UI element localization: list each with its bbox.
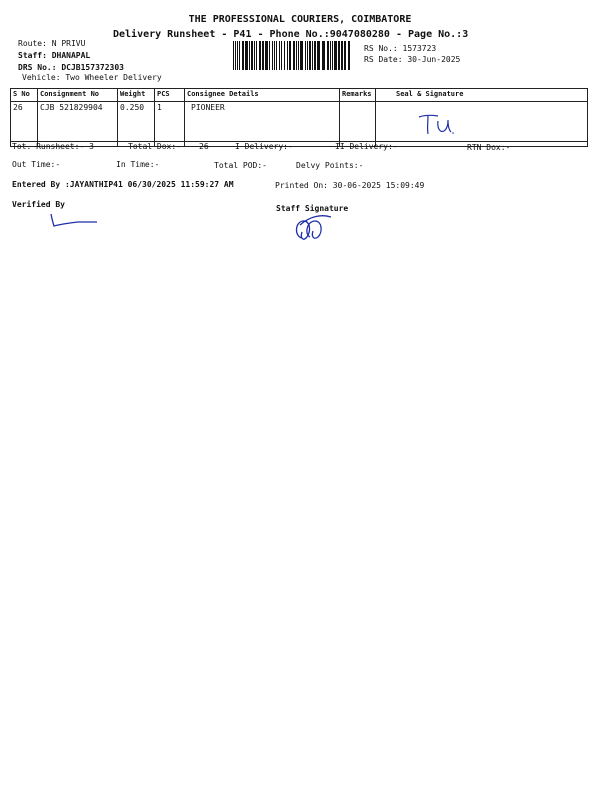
header-consignee-details: Consignee Details	[185, 89, 340, 102]
barcode-bar	[322, 41, 325, 70]
barcode-bar	[259, 41, 261, 70]
barcode-bar	[348, 41, 350, 70]
in-time: In Time:-	[116, 160, 160, 169]
header-weight: Weight	[118, 89, 155, 102]
barcode-bar	[272, 41, 273, 70]
barcode-bar	[254, 41, 255, 70]
barcode-bar	[309, 41, 311, 70]
table-row	[11, 102, 588, 147]
total-dox-value: 26	[199, 142, 209, 151]
cell-weight: 0.250	[118, 102, 155, 147]
barcode-bar	[341, 41, 343, 70]
barcode-bar	[296, 41, 297, 70]
barcode-bar	[307, 41, 308, 70]
barcode-bar	[256, 41, 257, 70]
table-header-row	[11, 89, 588, 102]
barcode-bar	[239, 41, 240, 70]
barcode-bar	[281, 41, 282, 70]
barcode-bar	[251, 41, 253, 70]
staff-signature-label: Staff Signature	[276, 204, 349, 213]
barcode-bar	[262, 41, 264, 70]
header-pcs: PCS	[155, 89, 185, 102]
staff-label: Staff: DHANAPAL	[18, 51, 91, 60]
runsheet-table	[10, 88, 588, 147]
cell-signature	[376, 102, 588, 147]
header-remarks: Remarks	[340, 89, 376, 102]
vehicle-label: Vehicle: Two Wheeler Delivery	[22, 73, 162, 82]
barcode-image	[233, 41, 351, 70]
verified-by-signature	[48, 210, 100, 230]
cell-remarks	[340, 102, 376, 147]
header-consignment-no: Consignment No	[38, 89, 118, 102]
barcode-bar	[279, 41, 280, 70]
cell-consignment-no: CJB 521829904	[38, 102, 118, 147]
barcode-bar	[314, 41, 316, 70]
cell-sno: 26	[11, 102, 38, 147]
header-sno: S No	[11, 89, 38, 102]
barcode-bar	[300, 41, 303, 70]
barcode-bar	[284, 41, 285, 70]
entered-by: Entered By :JAYANTHIP41 06/30/2025 11:59:27 AM	[12, 180, 234, 189]
barcode-bar	[312, 41, 313, 70]
barcode-bar	[287, 41, 288, 70]
barcode-bar	[245, 41, 248, 70]
barcode-bar	[269, 41, 270, 70]
barcode-bar	[242, 41, 244, 70]
barcode-bar	[334, 41, 337, 70]
cell-pcs: 1	[155, 102, 185, 147]
handwritten-signature-tu	[416, 112, 456, 138]
barcode-bar	[237, 41, 238, 70]
barcode-bar	[233, 41, 234, 70]
barcode-bar	[332, 41, 333, 70]
header-seal-signature: Seal & Signature	[376, 89, 588, 102]
barcode-bar	[317, 41, 320, 70]
cell-consignee: PIONEER	[185, 102, 340, 147]
barcode-bar	[327, 41, 329, 70]
barcode-bar	[344, 41, 346, 70]
delvy-points: Delvy Points:-	[296, 161, 364, 170]
table-bottom-line	[10, 141, 587, 142]
barcode-bar	[274, 41, 275, 70]
barcode-bar	[298, 41, 299, 70]
barcode-bar	[276, 41, 277, 70]
total-dox-label: Total Dox:-	[128, 142, 181, 151]
document-subtitle: Delivery Runsheet - P41 - Phone No.:9047080280 - Page No.:3	[113, 29, 469, 40]
rtn-dox: RTN Dox:-	[467, 143, 511, 152]
ii-delivery: II Delivery:-	[335, 142, 398, 151]
barcode-bar	[249, 41, 250, 70]
printed-on: Printed On: 30-06-2025 15:09:49	[275, 181, 425, 190]
barcode-bar	[293, 41, 295, 70]
barcode-bar	[289, 41, 291, 70]
i-delivery: I Delivery:-	[235, 142, 293, 151]
barcode-bar	[265, 41, 268, 70]
barcode-bar	[338, 41, 340, 70]
route-label: Route: N PRIVU	[18, 39, 86, 48]
out-time: Out Time:-	[12, 160, 61, 169]
total-pod: Total POD:-	[214, 161, 267, 170]
staff-signature-scribble	[292, 212, 334, 244]
verified-by-label: Verified By	[12, 200, 65, 209]
barcode-bar	[330, 41, 331, 70]
barcode-bar	[305, 41, 306, 70]
rs-number: RS No.: 1573723	[364, 44, 437, 53]
barcode-bar	[235, 41, 236, 70]
document-title: THE PROFESSIONAL COURIERS, COIMBATORE	[188, 14, 412, 25]
rs-date: RS Date: 30-Jun-2025	[364, 55, 461, 64]
drs-number: DRS No.: DCJB157372303	[18, 63, 124, 72]
tot-runsheet: Tot. Runsheet:- 3	[12, 142, 94, 151]
